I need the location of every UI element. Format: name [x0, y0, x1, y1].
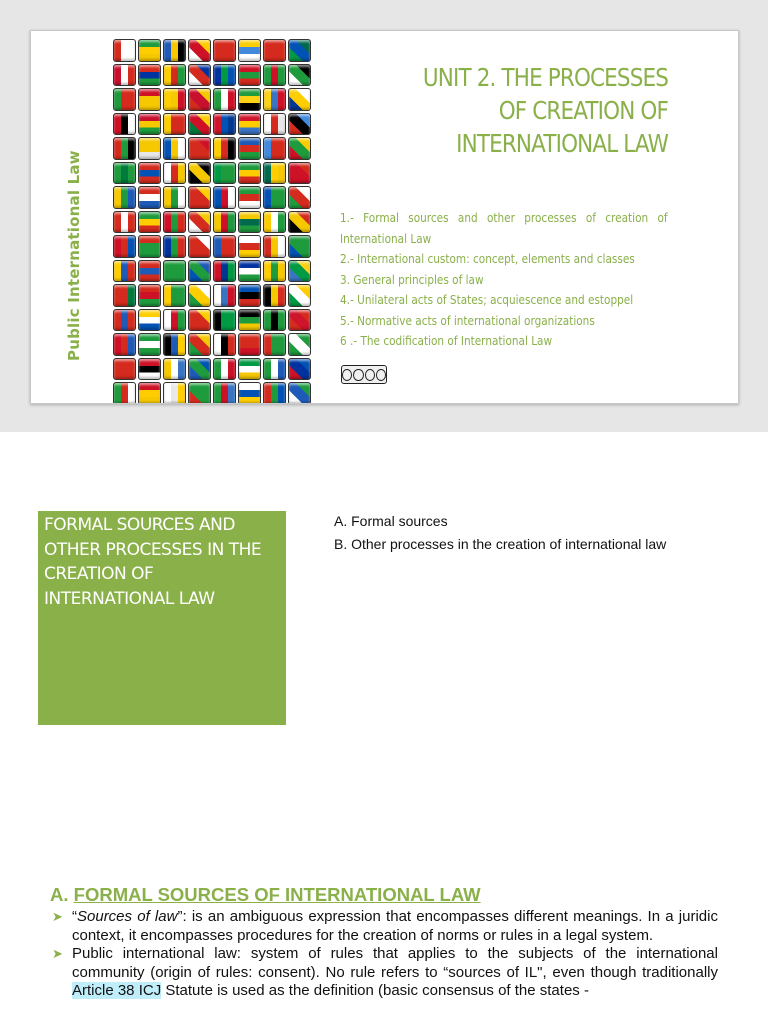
- cc-icon: [342, 369, 352, 381]
- flag-tile: [263, 358, 286, 381]
- flag-tile: [163, 64, 186, 87]
- flag-tile: [163, 333, 186, 356]
- flag-tile: [288, 88, 311, 111]
- heading-prefix: A.: [50, 884, 74, 905]
- by-icon: [353, 369, 363, 381]
- flag-tile: [113, 64, 136, 87]
- flag-tile: [288, 358, 311, 381]
- flag-tile: [163, 88, 186, 111]
- flag-tile: [288, 284, 311, 307]
- flag-tile: [238, 113, 261, 136]
- flag-tile: [213, 137, 236, 160]
- flag-tile: [138, 64, 161, 87]
- flag-tile: [213, 284, 236, 307]
- flag-tile: [188, 88, 211, 111]
- topic-item: 3. General principles of law: [340, 271, 484, 287]
- section-list-item: A. Formal sources: [334, 513, 448, 529]
- flag-tile: [113, 235, 136, 258]
- flag-tile: [113, 382, 136, 404]
- unit-title-line: OF CREATION OF: [498, 96, 668, 125]
- flag-tile: [113, 309, 136, 332]
- arrow-bullet-icon: ➤: [52, 909, 63, 924]
- flag-tile: [213, 382, 236, 404]
- bullet-item: [52, 945, 718, 1001]
- flag-tile: [113, 358, 136, 381]
- topic-item: 1.- Formal sources and other processes of creation of International Law: [340, 210, 668, 246]
- nc-icon: [365, 369, 375, 381]
- flag-tile: [163, 382, 186, 404]
- flag-tile: [138, 186, 161, 209]
- flag-tile: [263, 64, 286, 87]
- flag-tile: [113, 211, 136, 234]
- flag-tile: [263, 284, 286, 307]
- flag-tile: [138, 333, 161, 356]
- flag-tile: [163, 260, 186, 283]
- flag-tile: [238, 284, 261, 307]
- flag-tile: [188, 382, 211, 404]
- topic-item: 4.- Unilateral acts of States; acquiescence and estoppel: [340, 292, 634, 307]
- flag-tile: [263, 186, 286, 209]
- flag-tile: [138, 284, 161, 307]
- flag-tile: [138, 309, 161, 332]
- section-list-item: B. Other processes in the creation of international law: [334, 536, 667, 552]
- flag-tile: [263, 309, 286, 332]
- unit-title: [384, 61, 668, 160]
- flag-tile: [163, 284, 186, 307]
- flag-tile: [288, 333, 311, 356]
- section-list: [334, 513, 714, 559]
- flag-tile: [213, 88, 236, 111]
- flag-tile: [238, 260, 261, 283]
- open-quote: “: [72, 908, 77, 925]
- flag-tile: [238, 358, 261, 381]
- flag-tile: [138, 113, 161, 136]
- flag-tile: [113, 88, 136, 111]
- flag-tile: [238, 39, 261, 62]
- nd-icon: [376, 369, 386, 381]
- flags-grid-image: [113, 39, 311, 399]
- highlighted-reference: Article 38 ICJ: [72, 982, 162, 999]
- creative-commons-badge: [341, 365, 387, 384]
- flag-tile: [113, 137, 136, 160]
- flag-tile: [213, 235, 236, 258]
- flag-tile: [238, 333, 261, 356]
- flag-tile: [213, 211, 236, 234]
- bullet-list: [52, 908, 718, 1001]
- flag-tile: [263, 211, 286, 234]
- flag-tile: [113, 186, 136, 209]
- flag-tile: [188, 260, 211, 283]
- flag-tile: [213, 113, 236, 136]
- flag-tile: [113, 113, 136, 136]
- flag-tile: [188, 113, 211, 136]
- flag-tile: [238, 137, 261, 160]
- flag-tile: [163, 211, 186, 234]
- flag-tile: [288, 186, 311, 209]
- topic-item: 6 .- The codification of International Law: [340, 333, 553, 348]
- flag-tile: [188, 162, 211, 185]
- flag-tile: [238, 162, 261, 185]
- flag-tile: [263, 235, 286, 258]
- flag-tile: [213, 186, 236, 209]
- heading-underlined: FORMAL SOURCES OF INTERNATIONAL LAW: [73, 884, 481, 905]
- vertical-title: Public International Law: [65, 150, 83, 361]
- flag-tile: [188, 333, 211, 356]
- topic-item: 2.- International custom: concept, elements and classes: [340, 251, 635, 266]
- unit-title-line: INTERNATIONAL LAW: [456, 129, 668, 158]
- flag-tile: [238, 186, 261, 209]
- flag-tile: [188, 309, 211, 332]
- flag-tile: [213, 260, 236, 283]
- flag-tile: [288, 309, 311, 332]
- topic-item: 5.- Normative acts of international organizations: [340, 312, 595, 328]
- flag-tile: [263, 382, 286, 404]
- flag-tile: [138, 137, 161, 160]
- flag-tile: [288, 137, 311, 160]
- flag-tile: [138, 39, 161, 62]
- flag-tile: [163, 309, 186, 332]
- flag-tile: [113, 162, 136, 185]
- flag-tile: [263, 88, 286, 111]
- flag-tile: [238, 235, 261, 258]
- flag-tile: [238, 382, 261, 404]
- section-title: FORMAL SOURCES AND OTHER PROCESSES IN THE CREATION OF INTERNATIONAL LAW: [44, 515, 262, 609]
- bullet-text: Public international law: system of rules that applies to the subjects of the international community (origin of rules: consent). No rule refers to “sources of IL", even though traditionally: [72, 945, 718, 981]
- title-slide: [30, 30, 739, 404]
- flag-tile: [138, 358, 161, 381]
- flag-tile: [238, 64, 261, 87]
- flag-tile: [113, 333, 136, 356]
- flag-tile: [288, 39, 311, 62]
- flag-tile: [238, 211, 261, 234]
- flag-tile: [263, 137, 286, 160]
- flag-tile: [163, 162, 186, 185]
- flag-tile: [113, 284, 136, 307]
- flag-tile: [263, 39, 286, 62]
- flag-tile: [288, 162, 311, 185]
- bullet-text: Statute is used as the definition (basic consensus of the states -: [161, 982, 589, 999]
- flag-tile: [288, 260, 311, 283]
- flag-tile: [263, 260, 286, 283]
- flag-tile: [113, 260, 136, 283]
- flag-tile: [138, 382, 161, 404]
- flag-tile: [188, 235, 211, 258]
- bullet-text: ”: is an ambiguous expression that encompasses different meanings. In a juridic context, it encompasses procedures for the creation of norms or rules in a legal system.: [72, 908, 718, 944]
- section-heading: [50, 884, 481, 906]
- flag-tile: [288, 113, 311, 136]
- flag-tile: [213, 162, 236, 185]
- flag-tile: [138, 260, 161, 283]
- flag-tile: [213, 309, 236, 332]
- flag-tile: [188, 64, 211, 87]
- flag-tile: [238, 88, 261, 111]
- flag-tile: [188, 358, 211, 381]
- unit-title-line: UNIT 2. THE PROCESSES: [422, 63, 668, 92]
- flag-tile: [213, 358, 236, 381]
- flag-tile: [263, 162, 286, 185]
- section-title-box: [38, 511, 286, 725]
- flag-tile: [213, 64, 236, 87]
- flag-tile: [288, 211, 311, 234]
- flag-tile: [188, 284, 211, 307]
- flag-tile: [138, 162, 161, 185]
- flag-tile: [188, 39, 211, 62]
- flag-tile: [163, 39, 186, 62]
- flag-tile: [288, 382, 311, 404]
- flag-tile: [138, 88, 161, 111]
- flag-tile: [263, 333, 286, 356]
- arrow-bullet-icon: ➤: [52, 946, 63, 961]
- flag-tile: [188, 186, 211, 209]
- flag-tile: [138, 235, 161, 258]
- flag-tile: [163, 358, 186, 381]
- flag-tile: [188, 137, 211, 160]
- flag-tile: [213, 39, 236, 62]
- flag-tile: [163, 186, 186, 209]
- flag-tile: [213, 333, 236, 356]
- flag-tile: [138, 211, 161, 234]
- term-italic: Sources of law: [77, 908, 178, 925]
- flag-tile: [263, 113, 286, 136]
- flag-tile: [163, 113, 186, 136]
- flag-tile: [238, 309, 261, 332]
- flag-tile: [188, 211, 211, 234]
- flag-tile: [288, 235, 311, 258]
- flag-tile: [163, 235, 186, 258]
- flag-tile: [163, 137, 186, 160]
- topics-list: [340, 208, 668, 352]
- bullet-item: [52, 908, 718, 945]
- flag-tile: [113, 39, 136, 62]
- flag-tile: [288, 64, 311, 87]
